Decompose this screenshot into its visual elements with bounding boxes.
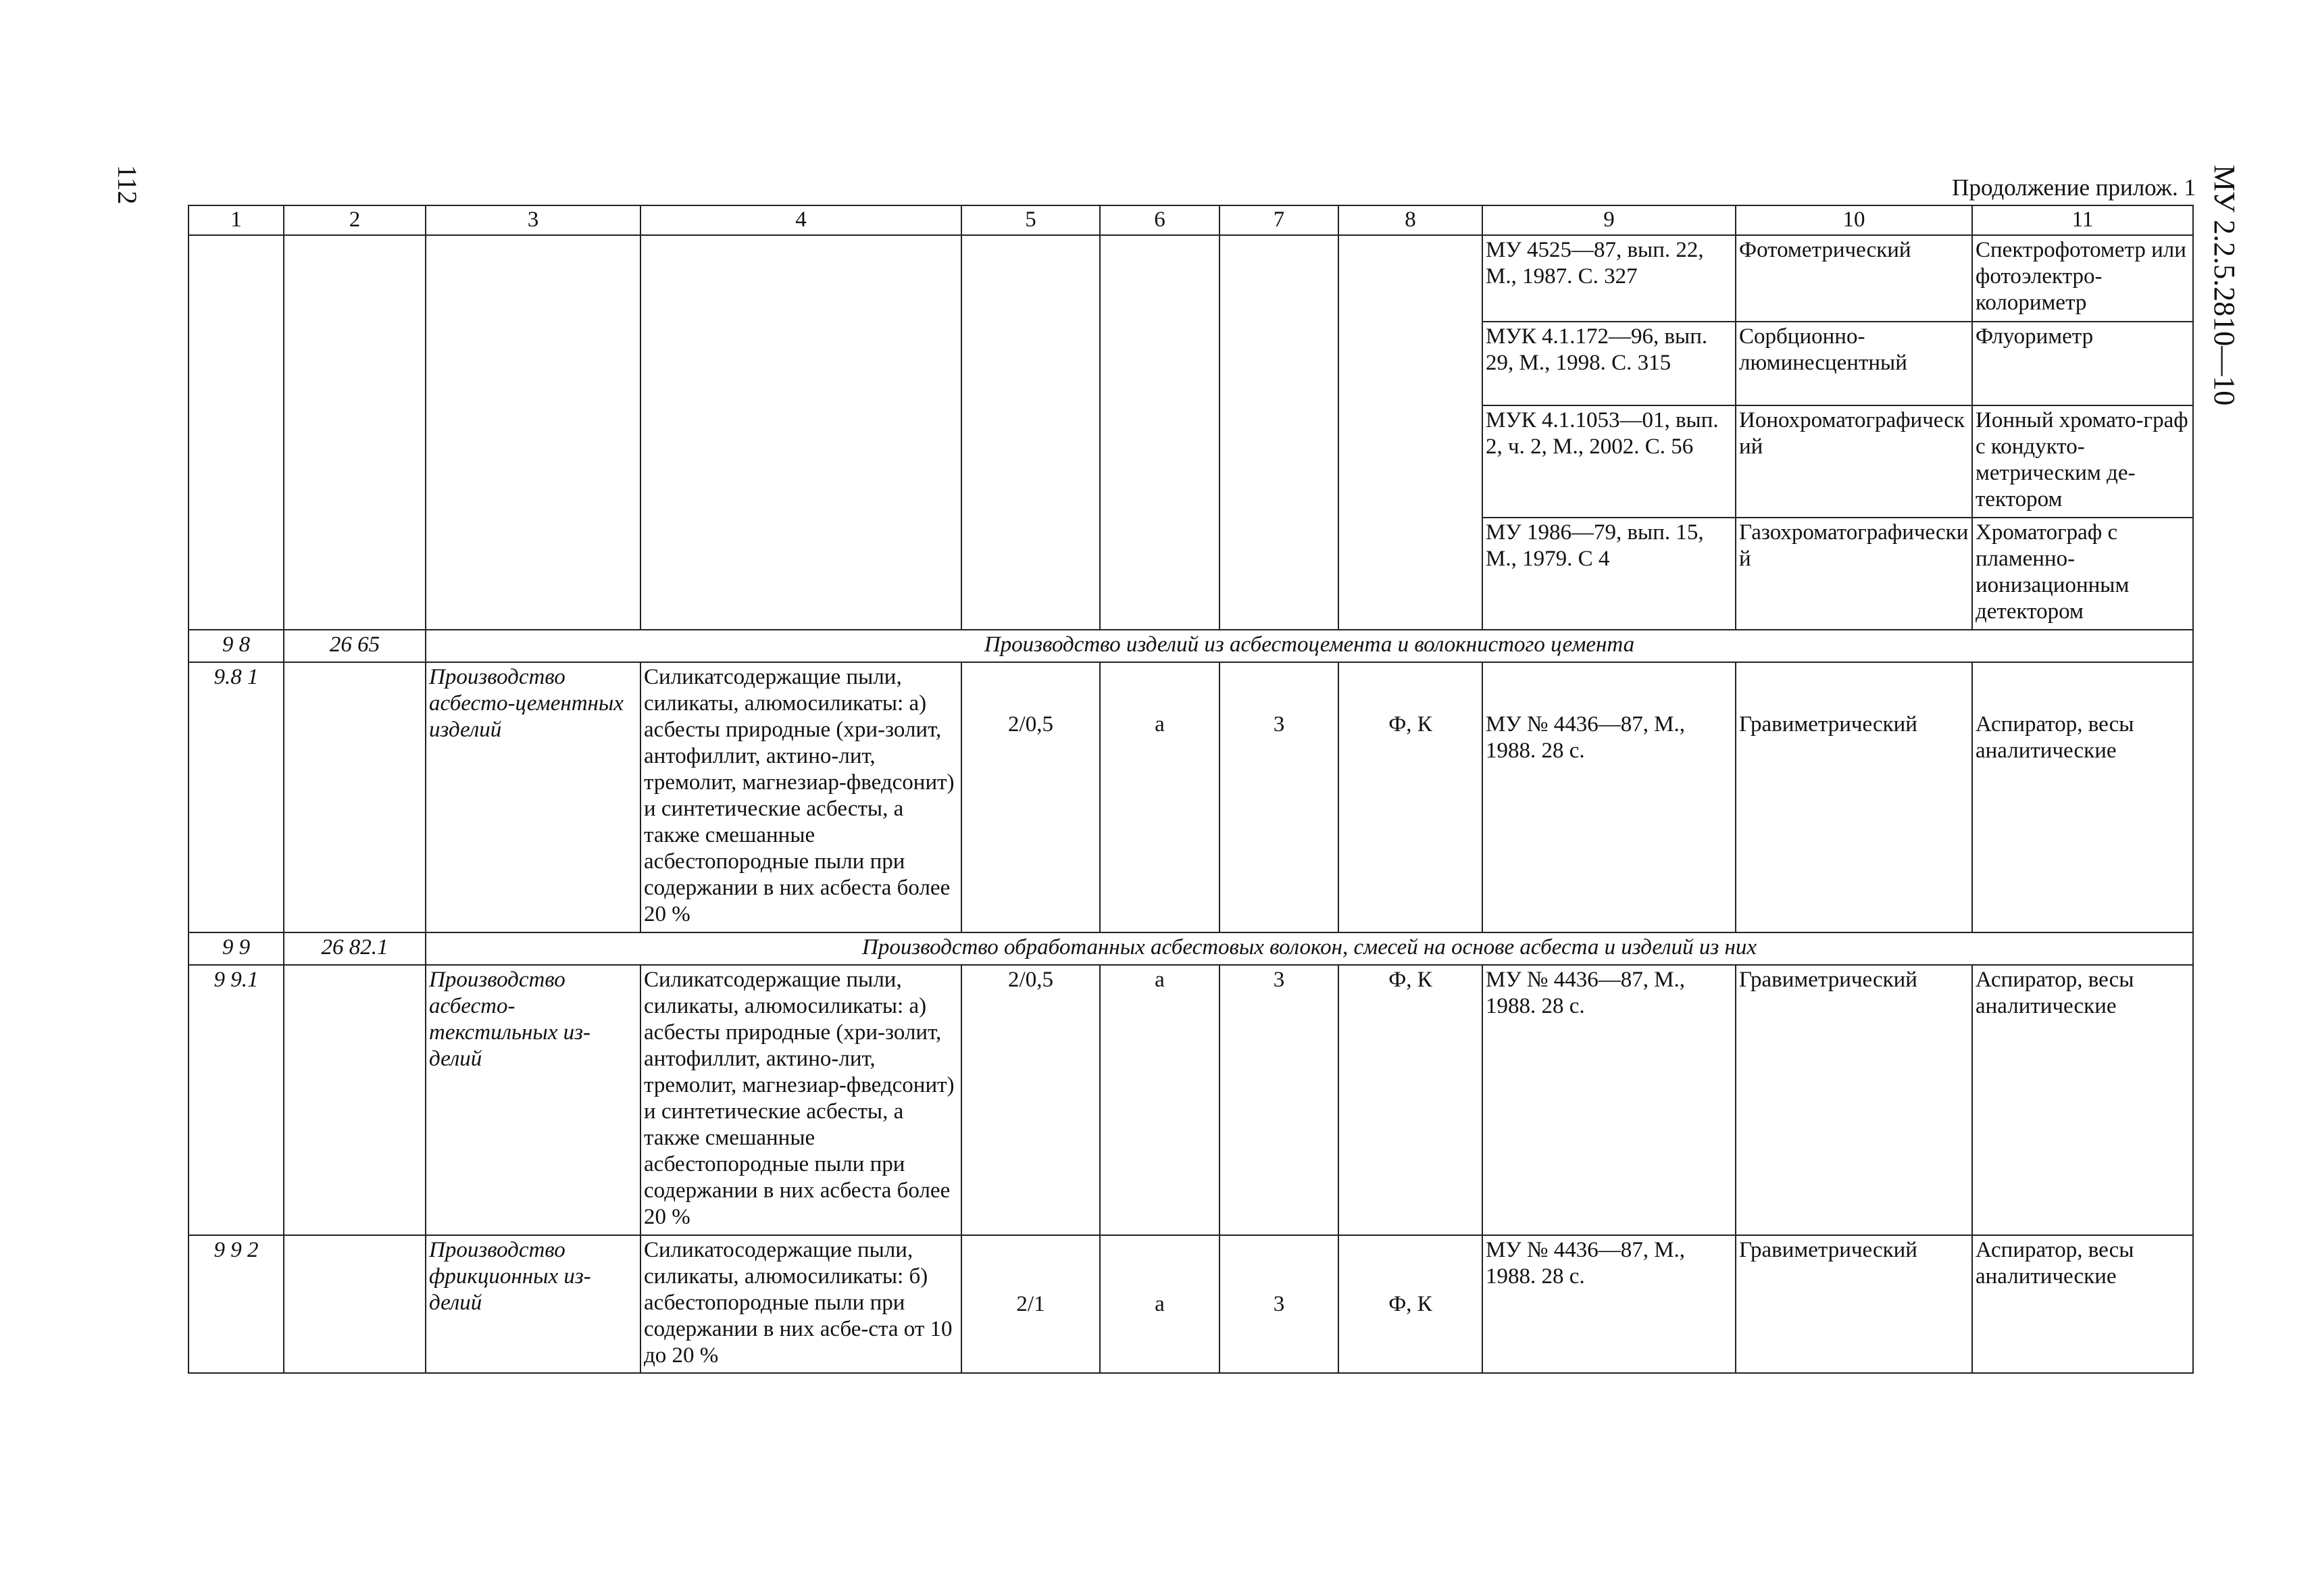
method-name: Гравиметрический [1736,965,1972,1235]
harmful-factor: Силикатсодержащие пыли, силикаты, алюмосиликаты: а) асбесты природные (хри-золит, антофиллит, актино-лит, тремолит, магнезиар-фведсонит) и синтетические асбесты, а также смешанные асбестопородные пыли при содержании в них асбеста более 20 % [640,662,961,932]
table-row [188,662,2193,932]
empty-cell [284,235,426,630]
section-row [188,630,2193,662]
effect-features: Ф, К [1338,1235,1482,1373]
row-number: 9.8 1 [188,662,284,932]
row-number: 9 9 2 [188,1235,284,1373]
method-reference: МУ 4525—87, вып. 22, М., 1987. С. 327 [1482,235,1736,322]
effect-features: Ф, К [1338,662,1482,932]
continuation-label: Продолжение прилож. 1 [1952,174,2196,201]
method-name: Газохроматографический [1736,518,1972,630]
hazard-class: 3 [1219,965,1338,1235]
section-row [188,932,2193,965]
empty-cell [640,235,961,630]
method-reference: МУ 1986—79, вып. 15, М., 1979. С 4 [1482,518,1736,630]
section-code: 26 65 [284,630,426,662]
aggregate-state: а [1100,965,1219,1235]
mac-value: 2/0,5 [961,662,1100,932]
method-reference: МУ № 4436—87, М., 1988. 28 с. [1482,1235,1736,1373]
column-number-row [188,205,2193,235]
equipment: Флуориметр [1972,322,2193,405]
section-title: Производство изделий из асбестоцемента и волокнистого цемента [426,630,2193,662]
page-number: 112 [112,165,143,205]
row-code [284,1235,426,1373]
method-reference: МУК 4.1.1053—01, вып. 2, ч. 2, М., 2002. С. 56 [1482,405,1736,518]
method-reference: МУК 4.1.172—96, вып. 29, М., 1998. С. 315 [1482,322,1736,405]
hygiene-methods-table [188,205,2194,1374]
column-header: 8 [1338,205,1482,235]
empty-cell [1338,235,1482,630]
column-header: 11 [1972,205,2193,235]
column-header: 2 [284,205,426,235]
equipment: Хроматограф с пламенно-ионизационным детектором [1972,518,2193,630]
section-number: 9 9 [188,932,284,965]
column-header: 4 [640,205,961,235]
equipment: Аспиратор, весы аналитические [1972,662,2193,932]
empty-cell [961,235,1100,630]
equipment: Ионный хромато-граф с кондукто-метрическим де-тектором [1972,405,2193,518]
aggregate-state: а [1100,662,1219,932]
method-reference: МУ № 4436—87, М., 1988. 28 с. [1482,662,1736,932]
column-header: 5 [961,205,1100,235]
row-number: 9 9.1 [188,965,284,1235]
table-row [188,1235,2193,1373]
harmful-factor: Силикатосодержащие пыли, силикаты, алюмосиликаты: б) асбестопородные пыли при содержании в них асбе-ста от 10 до 20 % [640,1235,961,1373]
method-name: Сорбционно-люминесцентный [1736,322,1972,405]
method-name: Гравиметрический [1736,662,1972,932]
method-name: Фотометрический [1736,235,1972,322]
hazard-class: 3 [1219,1235,1338,1373]
effect-features: Ф, К [1338,965,1482,1235]
section-number: 9 8 [188,630,284,662]
table-row [188,235,2193,322]
production-type: Производство фрикционных из-делий [426,1235,640,1373]
hazard-class: 3 [1219,662,1338,932]
method-name: Ионохроматографический [1736,405,1972,518]
section-title: Производство обработанных асбестовых волокон, смесей на основе асбеста и изделий из них [426,932,2193,965]
section-code: 26 82.1 [284,932,426,965]
production-type: Производство асбесто-цементных изделий [426,662,640,932]
empty-cell [1219,235,1338,630]
equipment: Спектрофотометр или фотоэлектро-колориметр [1972,235,2193,322]
mac-value: 2/1 [961,1235,1100,1373]
aggregate-state: а [1100,1235,1219,1373]
column-header: 1 [188,205,284,235]
empty-cell [188,235,284,630]
column-header: 9 [1482,205,1736,235]
method-reference: МУ № 4436—87, М., 1988. 28 с. [1482,965,1736,1235]
equipment: Аспиратор, весы аналитические [1972,965,2193,1235]
mac-value: 2/0,5 [961,965,1100,1235]
document-code: МУ 2.2.5.2810—10 [2208,165,2241,406]
production-type: Производство асбесто-текстильных из-делий [426,965,640,1235]
row-code [284,662,426,932]
column-header: 10 [1736,205,1972,235]
empty-cell [426,235,640,630]
equipment: Аспиратор, весы аналитические [1972,1235,2193,1373]
row-code [284,965,426,1235]
column-header: 7 [1219,205,1338,235]
column-header: 3 [426,205,640,235]
empty-cell [1100,235,1219,630]
table-row [188,965,2193,1235]
column-header: 6 [1100,205,1219,235]
harmful-factor: Силикатсодержащие пыли, силикаты, алюмосиликаты: а) асбесты природные (хри-золит, антофиллит, актино-лит, тремолит, магнезиар-фведсонит) и синтетические асбесты, а также смешанные асбестопородные пыли при содержании в них асбеста более 20 % [640,965,961,1235]
method-name: Гравиметрический [1736,1235,1972,1373]
